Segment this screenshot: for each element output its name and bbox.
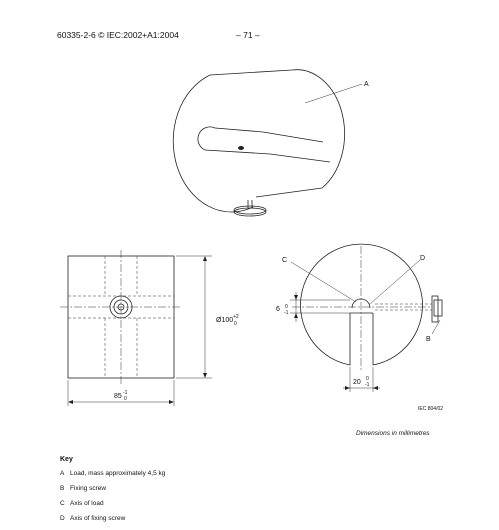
key-item-c: C Axis of load xyxy=(60,500,104,507)
svg-text:0: 0 xyxy=(366,376,369,382)
slot-width-dimension: 20 xyxy=(353,379,361,386)
key-item-d: D Axis of fixing screw xyxy=(60,515,126,522)
svg-text:-1: -1 xyxy=(123,390,128,396)
label-a: A xyxy=(364,81,369,88)
label-c: C xyxy=(282,257,288,264)
key-title: Key xyxy=(60,456,73,463)
side-view xyxy=(60,250,239,406)
standard-reference: 60335-2-6 © IEC:2002+A1:2004 xyxy=(57,30,179,40)
svg-text:0: 0 xyxy=(234,321,237,327)
isometric-view xyxy=(173,70,369,216)
label-d: D xyxy=(420,255,426,262)
front-view xyxy=(276,244,443,412)
key-item-a: A Load, mass approximately 4,5 kg xyxy=(60,470,166,477)
key-item-b: B Fixing screw xyxy=(60,485,107,492)
svg-text:-1: -1 xyxy=(284,310,289,316)
svg-text:-1: -1 xyxy=(365,382,370,388)
svg-text:0: 0 xyxy=(285,304,288,310)
width-dimension: 85 xyxy=(114,393,122,400)
slot-height-dimension: 6 xyxy=(276,306,280,313)
units-note: Dimensions in millimetres xyxy=(356,430,430,437)
svg-text:0: 0 xyxy=(124,396,127,402)
iec-figure-ref: IEC 804/02 xyxy=(418,406,444,412)
svg-text:Ø100: Ø100 xyxy=(216,317,234,324)
label-b: B xyxy=(426,336,431,343)
page-number: – 71 – xyxy=(236,30,260,40)
svg-text:+2: +2 xyxy=(233,314,239,320)
